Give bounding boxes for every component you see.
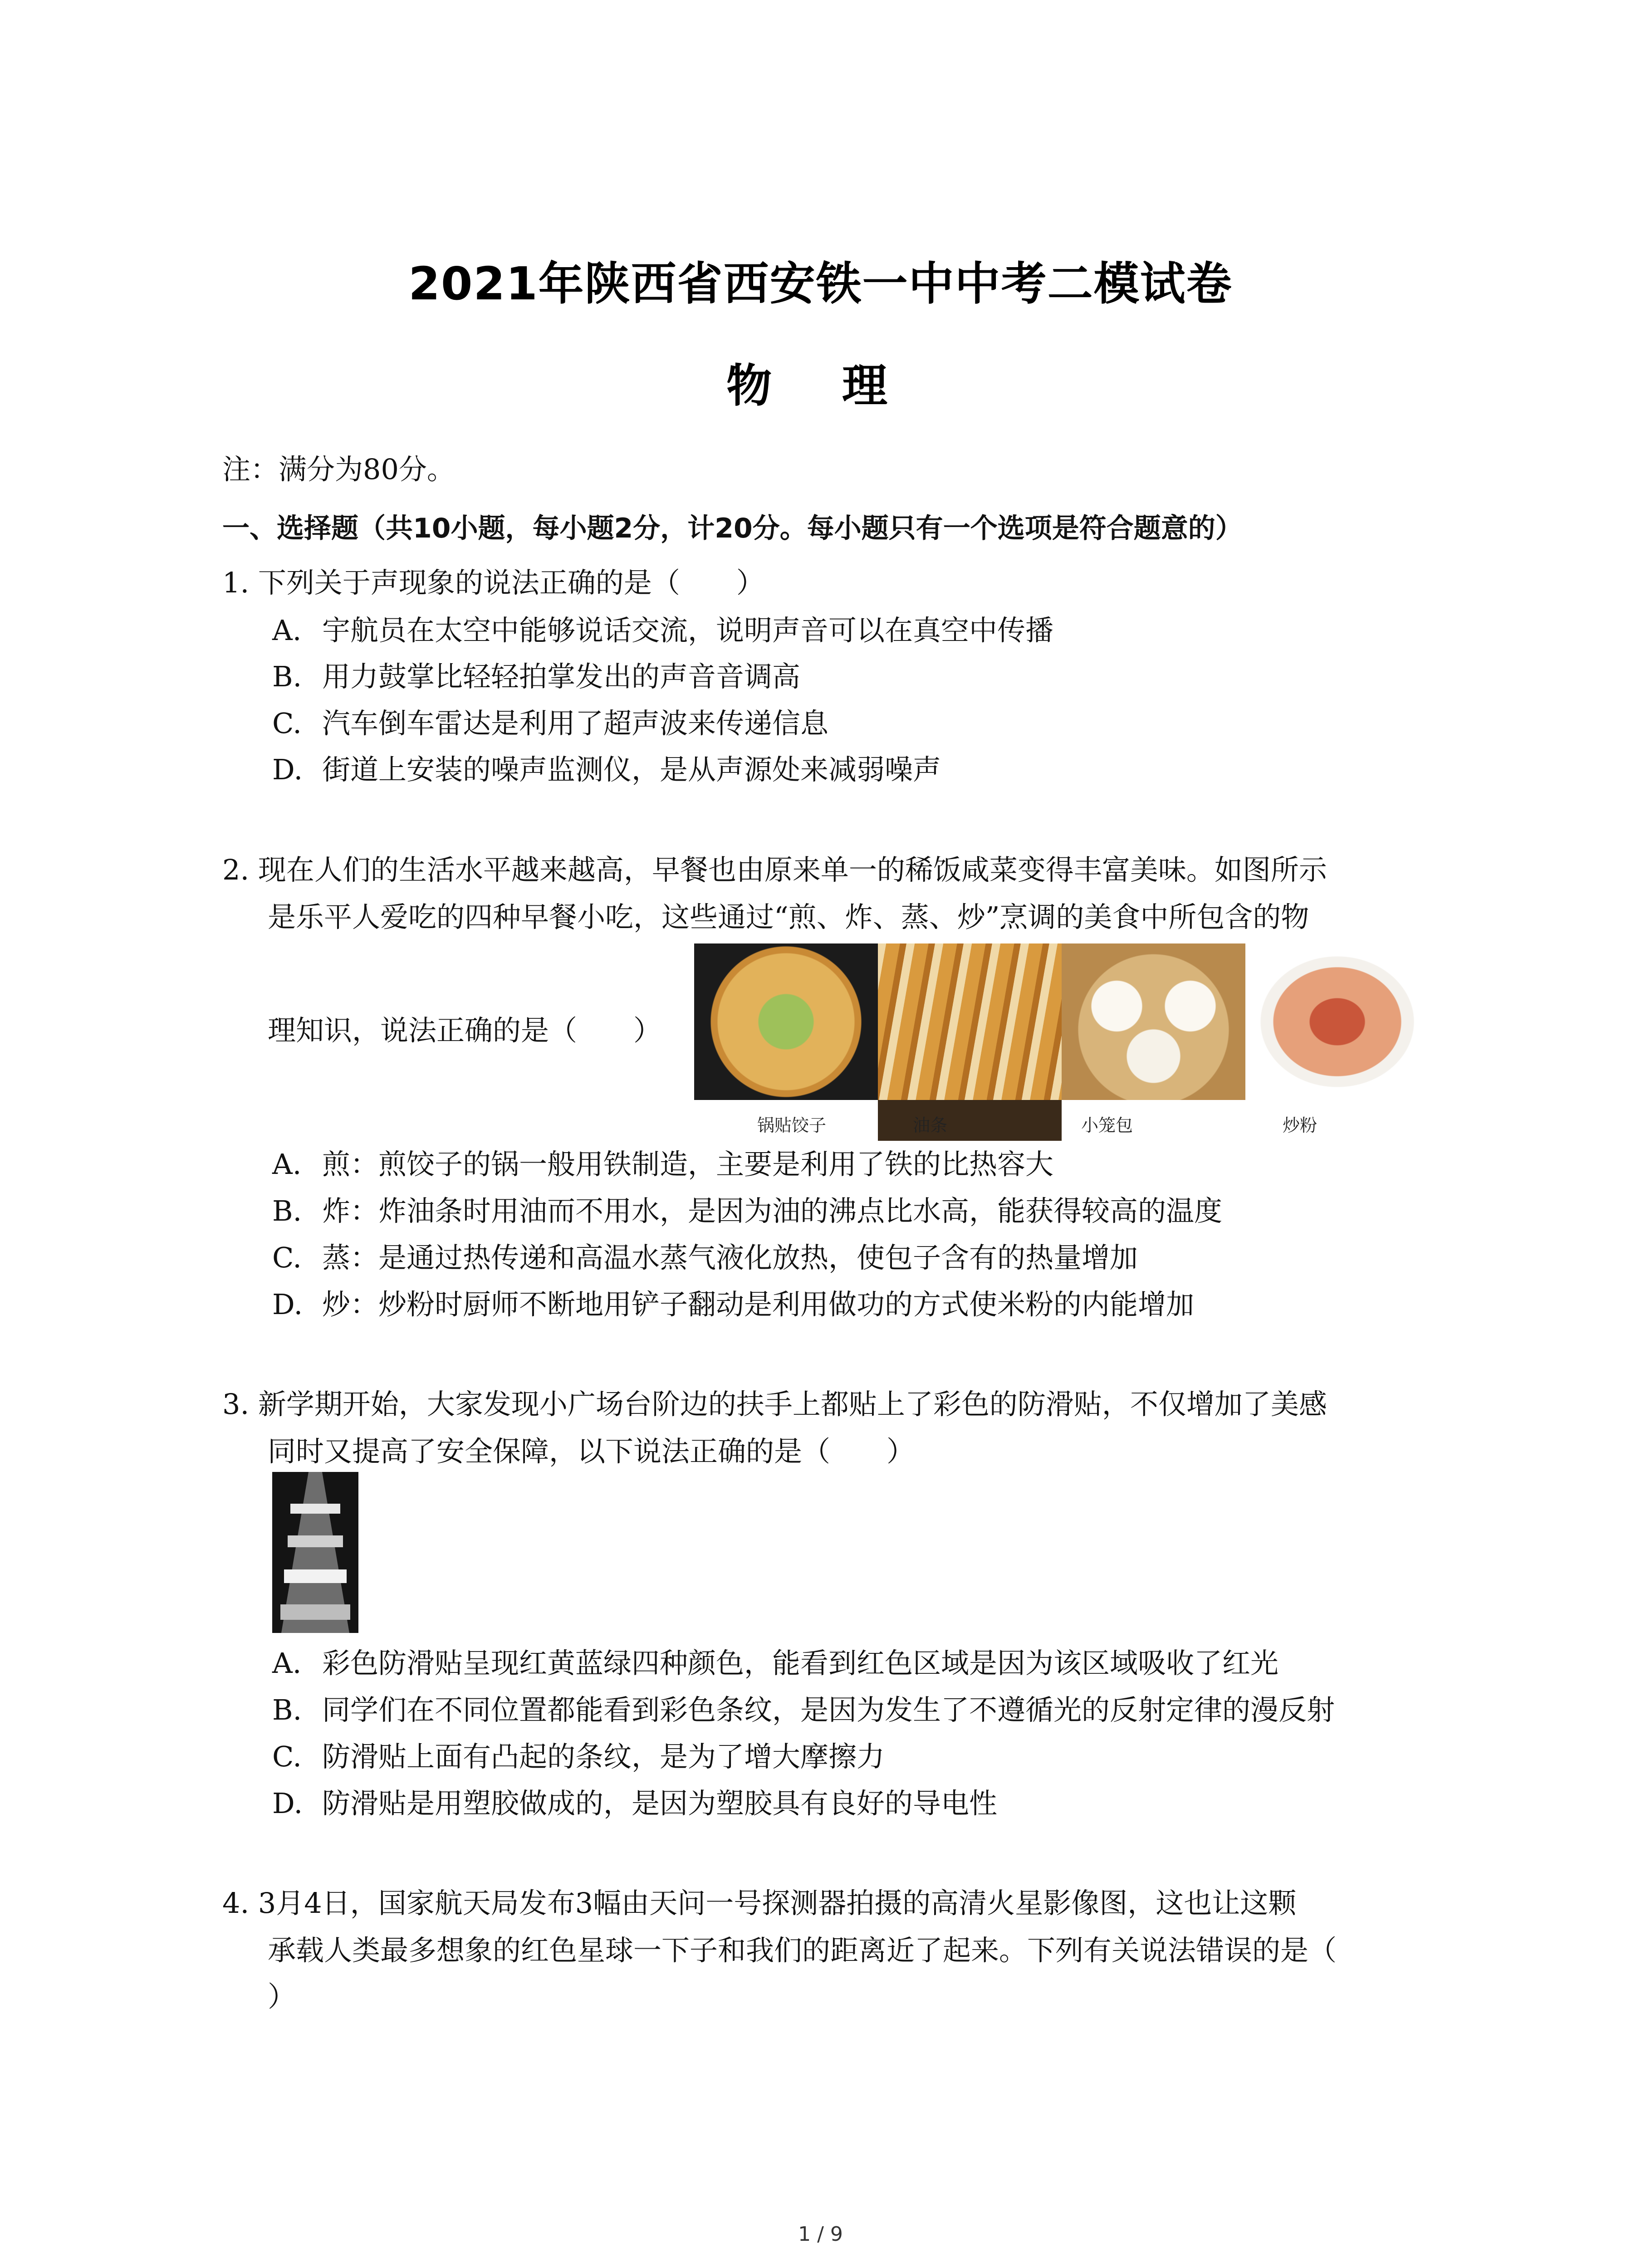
question-2-option-d xyxy=(272,1286,1194,1323)
question-1-option-a xyxy=(272,612,1053,649)
caption-potsticker: 锅贴饺子 xyxy=(757,1115,826,1135)
option-text: 煎：煎饺子的锅一般用铁制造，主要是利用了铁的比热容大 xyxy=(322,1148,1054,1181)
option-letter: C. xyxy=(272,1241,302,1274)
section-heading: 一、选择题（共10小题，每小题2分，计20分。每小题只有一个选项是符合题意的） xyxy=(222,513,1243,544)
question-3-option-c xyxy=(272,1739,885,1775)
steamed-bun-image xyxy=(1062,943,1245,1100)
option-text: 汽车倒车雷达是利用了超声波来传递信息 xyxy=(322,707,829,740)
question-2-option-c xyxy=(272,1240,1138,1276)
option-text: 防滑贴上面有凸起的条纹，是为了增大摩擦力 xyxy=(322,1740,885,1773)
page-number: 1 / 9 xyxy=(798,2223,843,2246)
option-text: 用力鼓掌比轻轻拍掌发出的声音音调高 xyxy=(322,660,801,693)
question-2-stem-line-2: 是乐平人爱吃的四种早餐小吃，这些通过“煎、炸、蒸、炒”烹调的美食中所包含的物 xyxy=(268,900,1309,934)
question-3-stem-line-1: 3. 新学期开始，大家发现小广场台阶边的扶手上都贴上了彩色的防滑贴，不仅增加了美感 xyxy=(222,1388,1327,1421)
question-2-stem-line-3: 理知识，说法正确的是（ ） xyxy=(268,1014,662,1047)
option-letter: D. xyxy=(272,1787,303,1820)
stairs-graphic xyxy=(272,1472,358,1633)
exam-title: 2021年陕西省西安铁一中中考二模试卷 xyxy=(408,257,1233,310)
option-letter: A. xyxy=(272,1647,302,1680)
question-1-option-c xyxy=(272,705,828,742)
option-letter: B. xyxy=(272,1693,302,1726)
question-2-option-b xyxy=(272,1193,1222,1229)
option-letter: C. xyxy=(272,1740,302,1773)
question-1-stem: 1. 下列关于声现象的说法正确的是（ ） xyxy=(222,566,764,599)
caption-steamed-bun: 小笼包 xyxy=(1081,1115,1133,1135)
question-1-option-d xyxy=(272,752,941,788)
option-text: 炒：炒粉时厨师不断地用铲子翻动是利用做功的方式使米粉的内能增加 xyxy=(322,1288,1195,1321)
question-1-option-b xyxy=(272,659,800,695)
subject-title: 物 理 xyxy=(726,359,915,412)
option-letter: A. xyxy=(272,614,302,647)
option-letter: B. xyxy=(272,660,302,693)
question-3-option-d xyxy=(272,1785,997,1822)
option-text: 防滑贴是用塑胶做成的，是因为塑胶具有良好的导电性 xyxy=(322,1787,998,1820)
option-text: 宇航员在太空中能够说话交流，说明声音可以在真空中传播 xyxy=(322,614,1054,647)
potsticker-image xyxy=(694,943,878,1100)
breakfast-food-images xyxy=(694,943,1429,1100)
option-letter: C. xyxy=(272,707,302,740)
question-3-option-a xyxy=(272,1645,1279,1681)
question-3-option-b xyxy=(272,1692,1335,1728)
option-letter: D. xyxy=(272,753,303,786)
option-letter: A. xyxy=(272,1148,302,1181)
fried-rice-noodle-image xyxy=(1245,943,1429,1100)
option-text: 街道上安装的噪声监测仪，是从声源处来减弱噪声 xyxy=(322,753,941,786)
question-3-stem-line-2: 同时又提高了安全保障，以下说法正确的是（ ） xyxy=(268,1435,915,1468)
caption-fried-dough-stick: 油条 xyxy=(912,1115,947,1135)
question-4-stem-line-3: ） xyxy=(268,1980,296,2013)
question-2-option-a xyxy=(272,1146,1053,1183)
question-4-stem-line-2: 承载人类最多想象的红色星球一下子和我们的距离近了起来。下列有关说法错误的是（ xyxy=(268,1934,1337,1967)
question-4-stem-line-1: 4. 3月4日，国家航天局发布3幅由天问一号探测器拍摄的高清火星影像图，这也让这颗 xyxy=(222,1887,1297,1920)
caption-fried-rice-noodle: 炒粉 xyxy=(1282,1115,1317,1135)
score-note: 注：满分为80分。 xyxy=(222,453,455,486)
option-text: 彩色防滑贴呈现红黄蓝绿四种颜色，能看到红色区域是因为该区域吸收了红光 xyxy=(322,1647,1279,1680)
option-letter: B. xyxy=(272,1194,302,1227)
option-text: 蒸：是通过热传递和高温水蒸气液化放热，使包子含有的热量增加 xyxy=(322,1241,1138,1274)
anti-slip-stairs-image xyxy=(272,1472,358,1633)
option-text: 同学们在不同位置都能看到彩色条纹，是因为发生了不遵循光的反射定律的漫反射 xyxy=(322,1693,1335,1726)
option-letter: D. xyxy=(272,1288,303,1321)
question-2-stem-line-1: 2. 现在人们的生活水平越来越高，早餐也由原来单一的稀饭咸菜变得丰富美味。如图所示 xyxy=(222,853,1327,886)
option-text: 炸：炸油条时用油而不用水，是因为油的沸点比水高，能获得较高的温度 xyxy=(322,1194,1223,1227)
